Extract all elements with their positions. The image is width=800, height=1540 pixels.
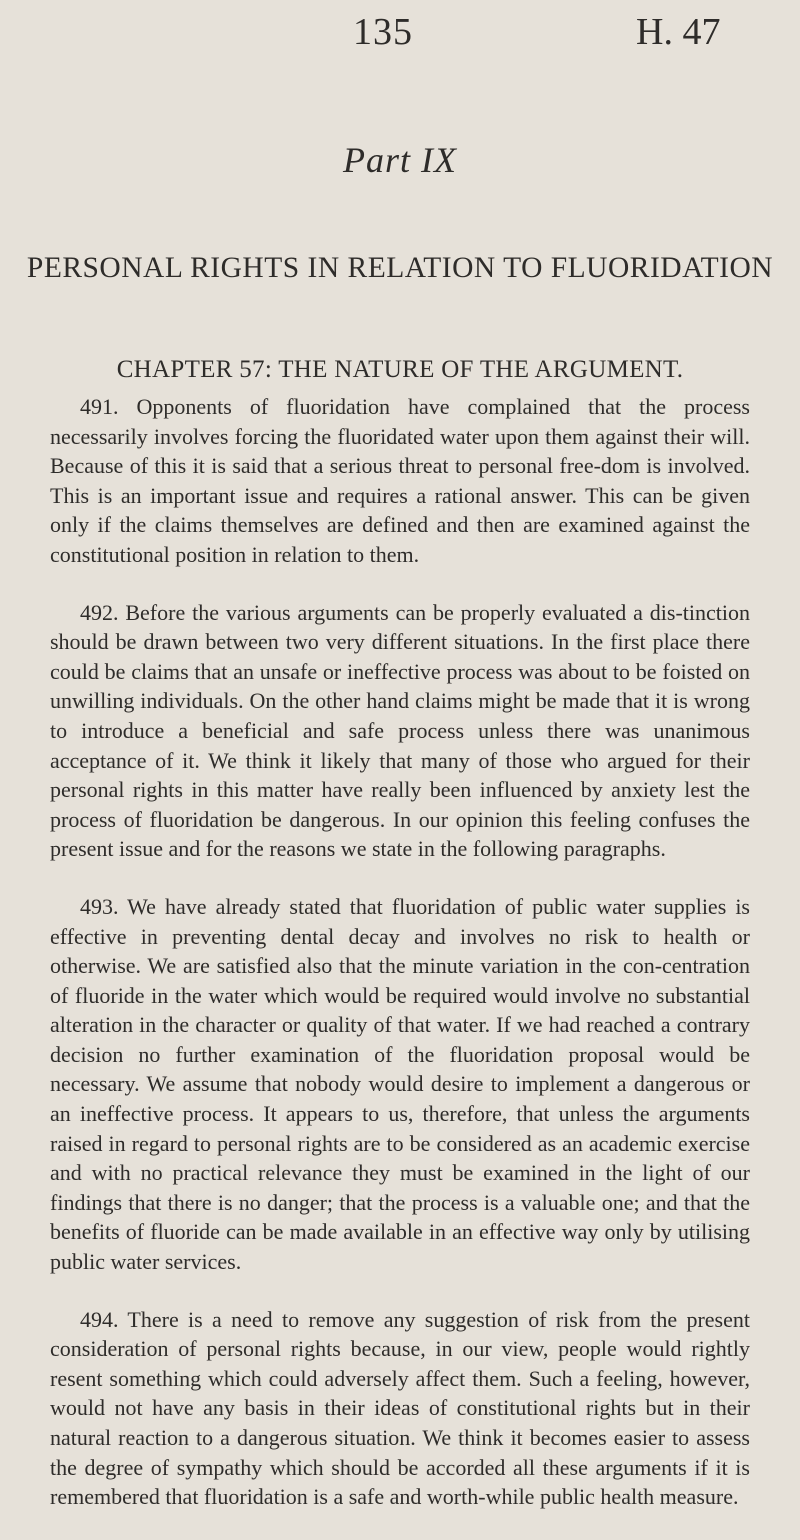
page-header [0, 10, 800, 60]
document-reference: H. 47 [636, 11, 721, 53]
chapter-title: CHAPTER 57: THE NATURE OF THE ARGUMENT. [116, 356, 684, 383]
part-title: Part IX [343, 140, 457, 180]
paragraph-493: 493. We have already stated that fluoridation of public water supplies is effective in preventing dental decay and involves no risk to health or otherwise. We are satisfied also that the minute variation in the con-centration of fluoride in the water which would be required would involve no substantial alteration in the character or quality of that water. If we had reached a contrary decision no further examination of the fluoridation proposal would be necessary. We assume that nobody would desire to implement a dangerous or an ineffective process. It appears to us, therefore, that unless the arguments raised in regard to personal rights are to be considered as an academic exercise and with no practical relevance they must be examined in the light of our findings that there is no danger; that the process is a valuable one; and that the benefits of fluoride can be made available in an effective way only by utilising public water services. [50, 893, 750, 1275]
main-title: PERSONAL RIGHTS IN RELATION TO FLUORIDATION [26, 252, 774, 284]
paragraph-491: 491. Opponents of fluoridation have complained that the process necessarily involves forcing the fluoridated water upon them against their will. Because of this it is said that a serious threat to personal free-dom is involved. This is an important issue and requires a rational answer. This can be given only if the claims themselves are defined and then are examined against the constitutional position in relation to them. [50, 394, 750, 567]
paragraph-492: 492. Before the various arguments can be properly evaluated a dis-tinction should be drawn between two very different situations. In the first place there could be claims that an unsafe or ineffective process was about to be foisted on unwilling individuals. On the other hand claims might be made that it is wrong to introduce a beneficial and safe process unless there was unanimous acceptance of it. We think it likely that many of those who argued for their personal rights in this matter have really been influenced by anxiety lest the process of fluoridation be dangerous. In our opinion this feeling confuses the present issue and for the reasons we state in the following paragraphs. [50, 599, 750, 862]
page-number: 135 [353, 11, 413, 53]
paragraph-494: 494. There is a need to remove any suggestion of risk from the present consideration of personal rights because, in our view, people would rightly resent something which could adversely affect them. Such a feeling, however, would not have any basis in their ideas of constitutional rights but in their natural reaction to a dangerous situation. We think it becomes easier to assess the degree of sympathy which should be accorded all these arguments if it is remembered that fluoridation is a safe and worth-while public health measure. [50, 1306, 750, 1510]
body-text [50, 392, 750, 1540]
